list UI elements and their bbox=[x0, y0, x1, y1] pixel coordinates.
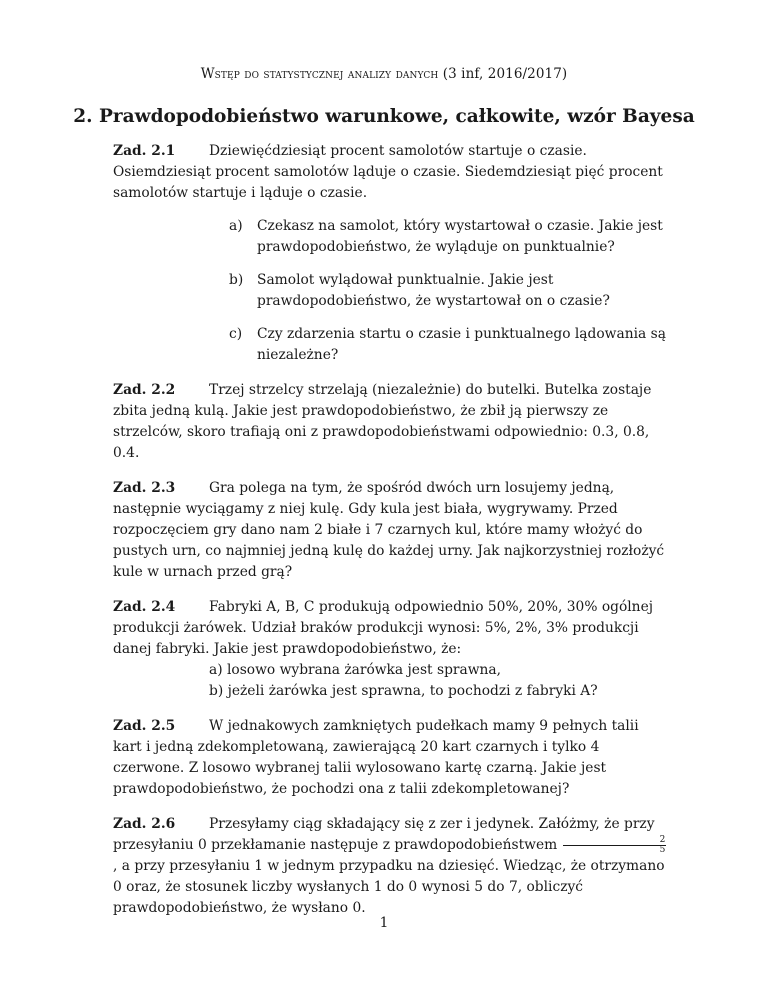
problem-label: Zad. 2.2 bbox=[113, 382, 176, 398]
subquestion-label: c) bbox=[229, 326, 243, 342]
problem-list bbox=[113, 141, 671, 933]
page-number: 1 bbox=[379, 915, 389, 931]
problem-2-6 bbox=[113, 814, 671, 919]
subquestion-label: a) bbox=[229, 218, 243, 234]
answer-line: a) losowo wybrana żarówka jest sprawna, bbox=[209, 662, 502, 678]
page-title: 2. Prawdopodobieństwo warunkowe, całkowite, wzór Bayesa bbox=[73, 106, 695, 127]
problem-2-1 bbox=[113, 141, 671, 366]
document-header bbox=[0, 66, 768, 82]
subquestion-text: Czekasz na samolot, który wystartował o czasie. Jakie jest prawdopodobieństwo, że wyląduje on punktualnie? bbox=[257, 218, 663, 255]
problem-text: Trzej strzelcy strzelają (niezależnie) do butelki. Butelka zostaje zbita jedną kulą. Jakie jest prawdopodobieństwo, że zbił ją pierwszy ze strzelców, skoro trafiają oni z prawdopodobieństwami odpowiednio: 0.3, 0.8, 0.4. bbox=[113, 382, 652, 461]
subquestion bbox=[229, 216, 671, 258]
problem-text-after: , a przy przesyłaniu 1 w jednym przypadku na dziesięć. Wiedząc, że otrzymano 0 oraz, że stosunek liczby wysłanych 1 do 0 wynosi 5 do 7, obliczyć prawdopodobieństwo, że wysłano 0. bbox=[113, 858, 665, 916]
fraction-numerator: 2 bbox=[563, 836, 667, 846]
problem-2-5 bbox=[113, 716, 671, 800]
problem-text: W jednakowych zamkniętych pudełkach mamy 9 pełnych talii kart i jedną zdekompletowaną, zawierającą 20 kart czarnych i tylko 4 czerwone. Z losowo wybranej talii wylosowano kartę czarną. Jakie jest prawdopodobieństwo, że pochodzi ona z talii zdekompletowanej? bbox=[113, 718, 639, 797]
problem-text: Fabryki A, B, C produkują odpowiednio 50%, 20%, 30% ogólnej produkcji żarówek. Udział braków produkcji wynosi: 5%, 2%, 3% produkcji danej fabryki. Jakie jest prawdopodobieństwo, że: bbox=[113, 599, 654, 657]
problem-text: Dziewięćdziesiąt procent samolotów startuje o czasie. Osiemdziesiąt procent samolotów ląduje o czasie. Siedemdziesiąt pięć procent samolotów startuje i ląduje o czasie. bbox=[113, 143, 663, 201]
course-info: (3 inf, 2016/2017) bbox=[442, 66, 568, 82]
problem-label: Zad. 2.6 bbox=[113, 816, 176, 832]
fraction-denominator: 5 bbox=[659, 845, 666, 855]
subquestion-list bbox=[209, 216, 671, 366]
problem-2-4 bbox=[113, 597, 671, 702]
subquestion bbox=[229, 270, 671, 312]
problem-label: Zad. 2.3 bbox=[113, 480, 176, 496]
problem-label: Zad. 2.1 bbox=[113, 143, 176, 159]
problem-label: Zad. 2.5 bbox=[113, 718, 176, 734]
course-name: Wstęp do statystycznej analizy danych bbox=[200, 66, 439, 82]
fraction bbox=[563, 836, 667, 855]
problem-label: Zad. 2.4 bbox=[113, 599, 176, 615]
problem-2-2 bbox=[113, 380, 671, 464]
problem-text: Gra polega na tym, że spośród dwóch urn losujemy jedną, następnie wyciągamy z niej kulę. Gdy kula jest biała, wygrywamy. Przed rozpoczęciem gry dano nam 2 białe i 7 czarnych kul, które mamy włożyć do pustych urn, co najmniej jedną kulę do każdej urny. Jak najkorzystniej rozłożyć kule w urnach przed grą? bbox=[113, 480, 665, 580]
problem-text-before: Przesyłamy ciąg składający się z zer i jedynek. Załóżmy, że przy przesyłaniu 0 przekłamanie następuje z prawdopodobieństwem bbox=[113, 816, 655, 853]
problem-2-3 bbox=[113, 478, 671, 583]
subquestion-text: Samolot wylądował punktualnie. Jakie jest prawdopodobieństwo, że wystartował on o czasie? bbox=[257, 272, 610, 309]
subquestion-text: Czy zdarzenia startu o czasie i punktualnego lądowania są niezależne? bbox=[257, 326, 666, 363]
subquestion-label: b) bbox=[229, 272, 244, 288]
subquestion bbox=[229, 324, 671, 366]
answer-line: b) jeżeli żarówka jest sprawna, to pochodzi z fabryki A? bbox=[209, 683, 598, 699]
